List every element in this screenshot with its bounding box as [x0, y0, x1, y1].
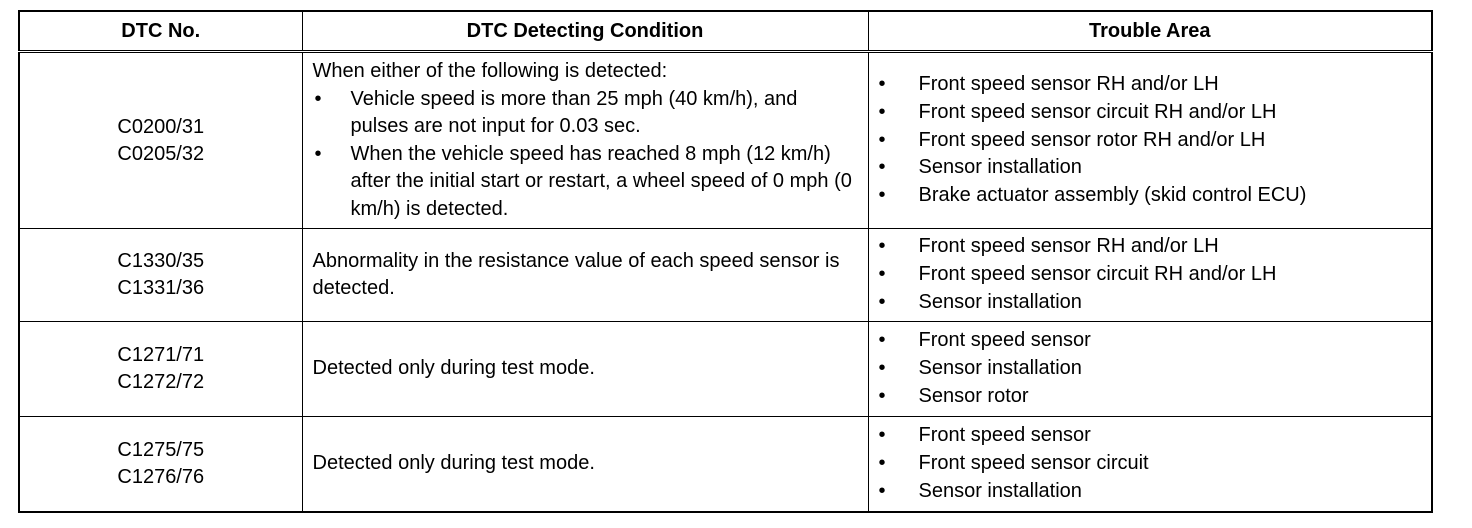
bullet-icon: • [878, 384, 886, 407]
table-row [19, 229, 1432, 322]
trouble-area-cell [868, 229, 1432, 322]
header-row [19, 11, 1432, 52]
dtc-code: C0205/32 [117, 142, 205, 165]
trouble-area-text: Front speed sensor rotor RH and/or LH [918, 128, 1266, 151]
trouble-area-list [869, 233, 1432, 316]
condition-text: Detected only during test mode. [312, 357, 595, 380]
trouble-area-item [869, 450, 1432, 478]
trouble-area-item [869, 422, 1432, 450]
trouble-area-text: Brake actuator assembly (skid control ECU) [918, 184, 1307, 207]
trouble-area-item [869, 478, 1432, 506]
header-dtc-no: DTC No. [19, 11, 302, 52]
bullet-icon: • [878, 424, 886, 447]
condition-text: Abnormality in the resistance value of each speed sensor is detected. [312, 249, 840, 299]
trouble-area-text: Sensor installation [918, 357, 1082, 380]
trouble-area-text: Front speed sensor circuit RH and/or LH [918, 263, 1277, 286]
condition-item-text: Vehicle speed is more than 25 mph (40 km/h), and pulses are not input for 0.03 sec. [350, 87, 798, 137]
trouble-area-list [869, 422, 1432, 505]
bullet-icon: • [878, 479, 886, 502]
bullet-icon: • [878, 128, 886, 151]
condition-list [313, 86, 858, 224]
bullet-icon: • [878, 100, 886, 123]
dtc-code: C1271/71 [117, 344, 205, 366]
condition-cell [302, 52, 868, 229]
trouble-area-text: Sensor installation [918, 479, 1082, 502]
trouble-area-text: Front speed sensor [918, 424, 1091, 447]
trouble-area-item [869, 327, 1432, 355]
trouble-area-item [869, 355, 1432, 383]
trouble-area-text: Front speed sensor RH and/or LH [918, 235, 1219, 258]
dtc-code: C1331/36 [117, 277, 205, 299]
bullet-icon: • [878, 451, 886, 474]
bullet-icon: • [878, 73, 886, 96]
condition-item [313, 141, 858, 224]
bullet-icon: • [314, 142, 322, 165]
trouble-area-item [869, 233, 1432, 261]
condition-item-text: When the vehicle speed has reached 8 mph (12 km/h) after the initial start or restart, a wheel speed of 0 mph (0 km/h) is detected. [350, 142, 852, 220]
trouble-area-text: Front speed sensor circuit [918, 451, 1149, 474]
header-trouble-area: Trouble Area [868, 11, 1432, 52]
bullet-icon: • [314, 87, 322, 110]
trouble-area-item [869, 383, 1432, 411]
trouble-area-cell [868, 52, 1432, 229]
bullet-icon: • [878, 357, 886, 380]
trouble-area-text: Front speed sensor [918, 329, 1091, 352]
condition-cell [302, 229, 868, 322]
trouble-area-item [869, 289, 1432, 317]
dtc-code-cell [19, 417, 302, 512]
dtc-code-cell [19, 229, 302, 322]
dtc-code: C1276/76 [117, 465, 205, 488]
trouble-area-item [869, 182, 1432, 210]
dtc-table [18, 10, 1433, 513]
trouble-area-text: Front speed sensor circuit RH and/or LH [918, 100, 1277, 123]
trouble-area-list [869, 327, 1432, 410]
dtc-code: C0200/31 [117, 115, 205, 138]
trouble-area-item [869, 261, 1432, 289]
trouble-area-text: Sensor rotor [918, 384, 1029, 407]
dtc-code-cell [19, 52, 302, 229]
table-row [19, 417, 1432, 512]
bullet-icon: • [878, 290, 886, 313]
condition-cell [302, 417, 868, 512]
trouble-area-text: Sensor installation [918, 156, 1082, 179]
header-detecting-condition: DTC Detecting Condition [302, 11, 868, 52]
dtc-code-cell [19, 322, 302, 417]
trouble-area-text: Sensor installation [918, 290, 1082, 313]
bullet-icon: • [878, 184, 886, 207]
condition-cell [302, 322, 868, 417]
trouble-area-item [869, 71, 1432, 99]
trouble-area-item [869, 99, 1432, 127]
bullet-icon: • [878, 235, 886, 258]
table-row [19, 322, 1432, 417]
condition-intro: When either of the following is detected: [312, 60, 668, 82]
trouble-area-cell [868, 417, 1432, 512]
trouble-area-list [869, 71, 1432, 210]
bullet-icon: • [878, 156, 886, 179]
condition-text: Detected only during test mode. [312, 452, 595, 474]
condition-item [313, 86, 858, 141]
dtc-code: C1272/72 [117, 371, 205, 393]
bullet-icon: • [878, 263, 886, 286]
trouble-area-text: Front speed sensor RH and/or LH [918, 73, 1219, 96]
table-row [19, 52, 1432, 229]
trouble-area-cell [868, 322, 1432, 417]
dtc-code: C1275/75 [117, 438, 205, 461]
trouble-area-item [869, 154, 1432, 182]
trouble-area-item [869, 127, 1432, 155]
dtc-code: C1330/35 [117, 250, 205, 272]
bullet-icon: • [878, 329, 886, 352]
